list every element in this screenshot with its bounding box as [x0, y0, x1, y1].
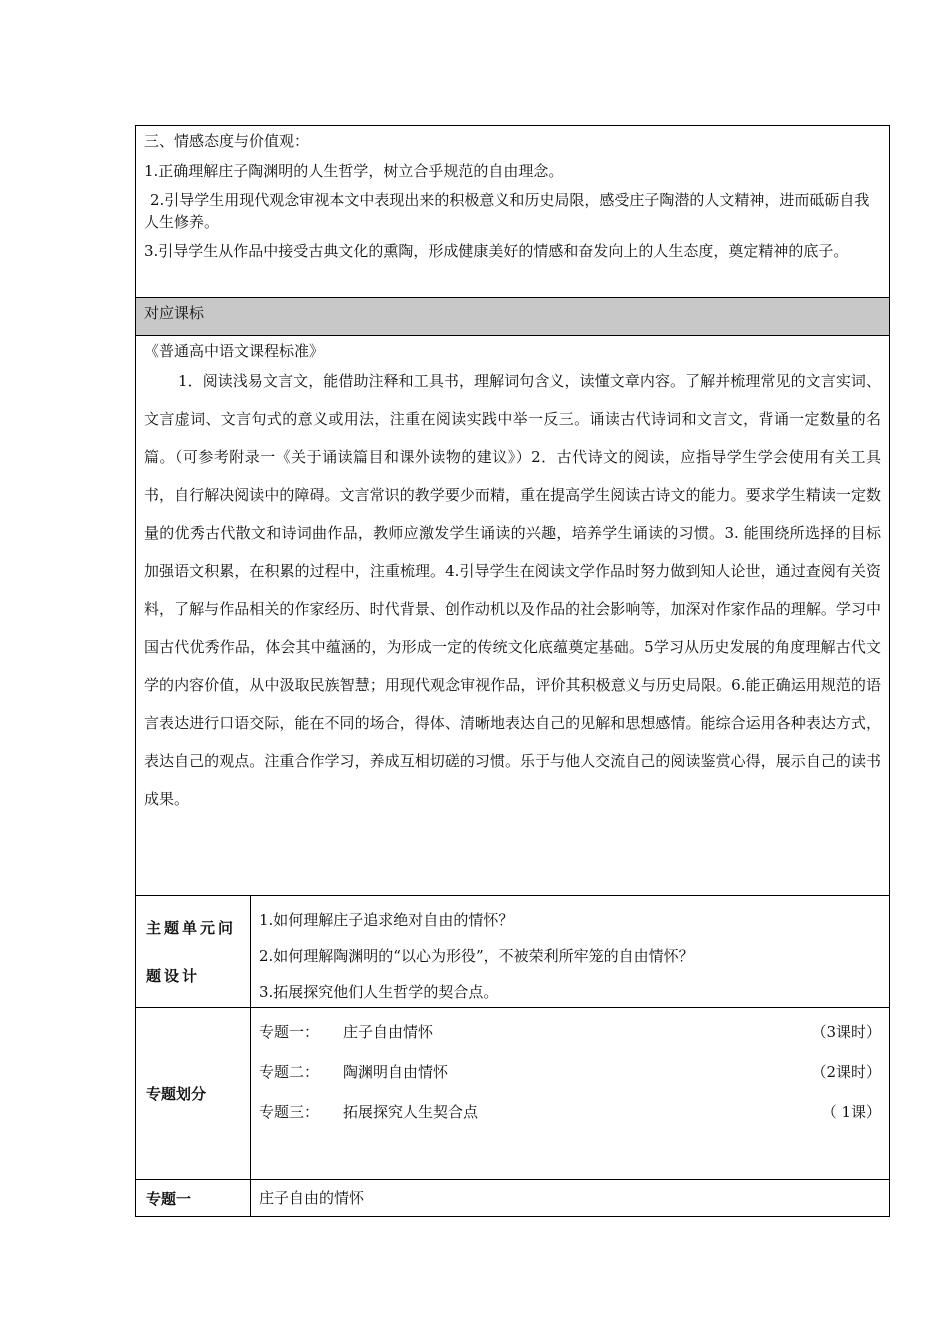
row-label [136, 1180, 251, 1216]
standard-body-text: 1．阅读浅易文言文，能借助注释和工具书，理解词句含义，读懂文章内容。了解并梳理常见的文言实词、文言虚词、文言句式的意义或用法，注重在阅读实践中举一反三。诵读古代诗词和文言文，背诵一定数量的名篇。（可参考附录一《关于诵读篇目和课外读物的建议》）2．古代诗文的阅读，应指导学生学会使用有关工具书，自行解决阅读中的障碍。文言常识的教学要少而精，重在提高学生阅读古诗文的能力。要求学生精读一定数量的优秀古代散文和诗词曲作品，教师应激发学生诵读的兴趣，培养学生诵读的习惯。3. 能围绕所选择的目标加强语文积累，在积累的过程中，注重梳理。4.引导学生在阅读文学作品时努力做到知人论世，通过查阅有关资料，了解与作品相关的作家经历、时代背景、创作动机以及作品的社会影响等，加深对作家作品的理解。学习中国古代优秀作品，体会其中蕴涵的，为形成一定的传统文化底蕴奠定基础。5学习从历史发展的角度理解古代文学的内容价值，从中汲取民族智慧；用现代观念审视作品，评价其积极意义与历史局限。6.能正确运用规范的语言表达进行口语交际，能在不同的场合，得体、清晰地表达自己的见解和思想感情。能综合运用各种表达方式，表达自己的观点。注重合作学习，养成互相切磋的习惯。乐于与他人交流自己的阅读鉴赏心得，展示自己的读书成果。 [144, 372, 881, 808]
question-item: 2.如何理解陶渊明的“以心为形役”，不被荣利所牢笼的自由情怀？ [259, 947, 694, 965]
row-label [136, 896, 251, 1007]
section-label: 对应课标 [144, 304, 205, 322]
topic-list [251, 1008, 889, 1179]
topic-one-row [136, 1180, 889, 1216]
question-item: 3.拓展探究他们人生哲学的契合点。 [259, 983, 499, 1001]
topic-title: 拓展探究人生契合点 [343, 1103, 479, 1121]
topic-hours: （3课时） [811, 1023, 881, 1041]
topic-division-row [136, 1008, 889, 1180]
topic-hours: （2课时） [811, 1063, 881, 1081]
topic-name: 专题一： [259, 1023, 320, 1041]
row-label-text: 专题划分 [146, 1085, 207, 1103]
topic-hours: （ 1课） [821, 1103, 881, 1121]
row-label [136, 1008, 251, 1179]
topic-one-title: 庄子自由的情怀 [259, 1189, 365, 1207]
curriculum-standard-section [136, 336, 889, 896]
question-item: 1.如何理解庄子追求绝对自由的情怀？ [259, 911, 514, 929]
standard-book-title: 《普通高中语文课程标准》 [144, 342, 325, 360]
lesson-plan-table [135, 125, 890, 1217]
curriculum-standard-header [136, 298, 889, 336]
emotion-values-section [136, 126, 889, 298]
row-label-text: 主题单元问题设计 [146, 918, 237, 985]
topic-item [259, 1012, 881, 1052]
section-heading: 三、情感态度与价值观： [144, 132, 310, 150]
theme-question-row [136, 896, 889, 1008]
topic-item [259, 1052, 881, 1092]
topic-name: 专题二： [259, 1063, 320, 1081]
goal-item: 3.引导学生从作品中接受古典文化的熏陶，形成健康美好的情感和奋发向上的人生态度，奠定精神的底子。 [144, 242, 849, 260]
topic-name: 专题三： [259, 1103, 320, 1121]
goal-item: 2.引导学生用现代观念审视本文中表现出来的积极意义和历史局限，感受庄子陶潜的人文精神，进而砥砺自我人生修养。 [144, 191, 870, 231]
topic-title: 庄子自由情怀 [343, 1023, 434, 1041]
topic-one-content [251, 1180, 889, 1216]
topic-title: 陶渊明自由情怀 [343, 1063, 449, 1081]
goal-item: 1.正确理解庄子陶渊明的人生哲学，树立合乎规范的自由理念。 [144, 162, 564, 180]
question-list [251, 896, 889, 1007]
row-label-text: 专题一 [146, 1189, 192, 1208]
topic-item [259, 1092, 881, 1132]
